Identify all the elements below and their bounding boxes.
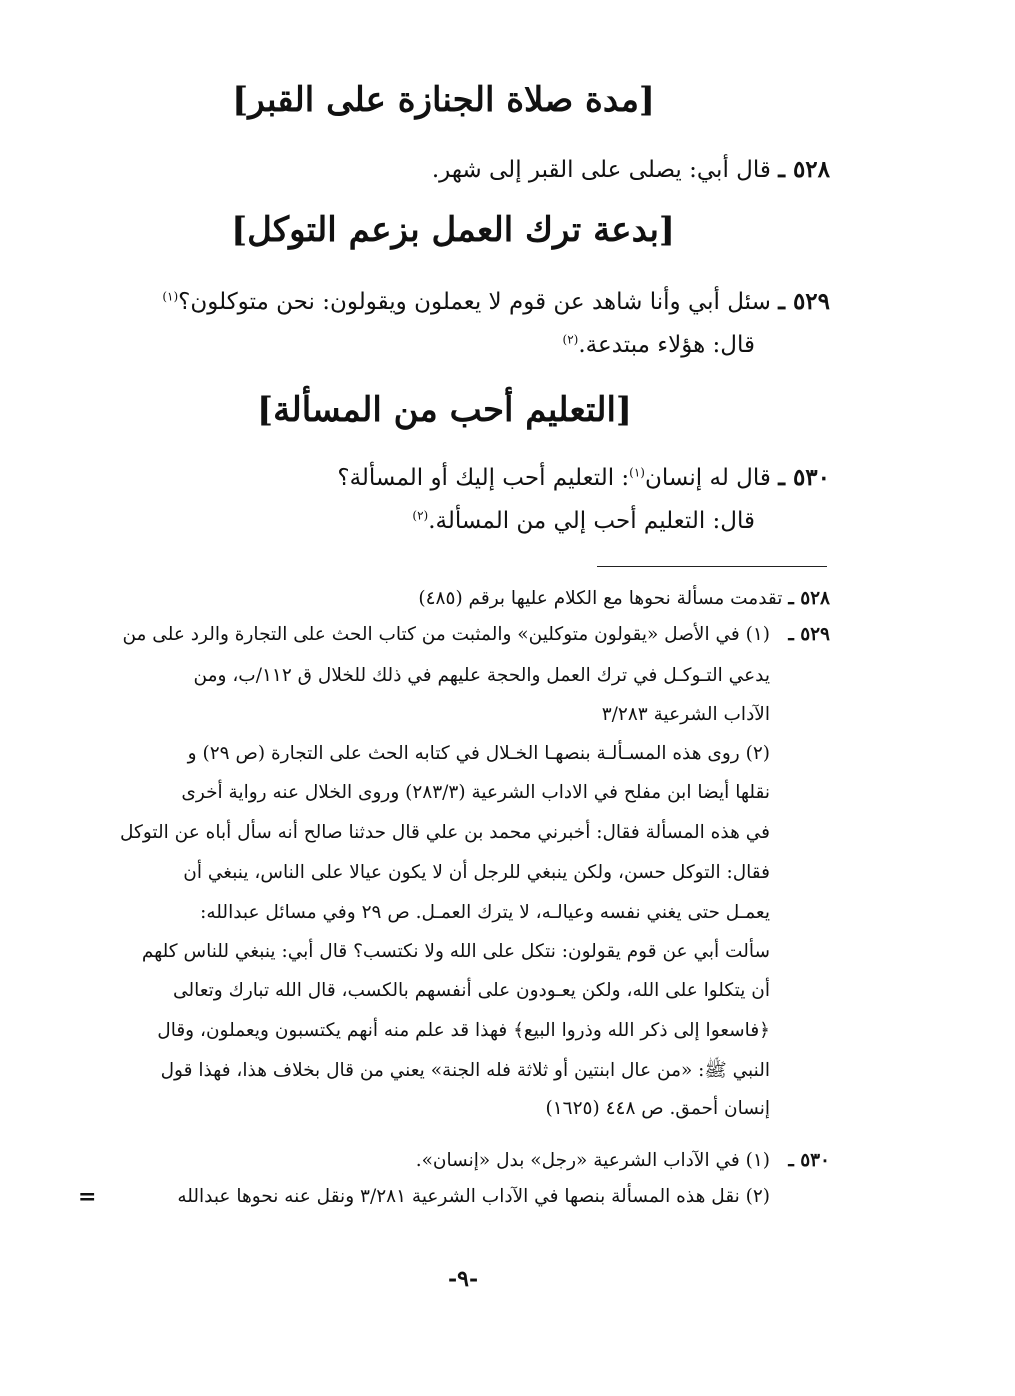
footnote-530-line: (١) في الآداب الشرعية «رجل» بدل «إنسان». [415,1150,770,1171]
footnote-529-line: يدعي التـوكـل في ترك العمل والحجة عليهم في ذلك للخلال ق ١١٢/ب، ومن [193,665,770,686]
entry-number: ٥٢٨ ـ [778,156,830,183]
section-heading-tawakkul-innovation: [بدعة ترك العمل بزعم التوكل] [231,210,675,250]
footnote-529-line: فقال: التوكل حسن، ولكن ينبغي للرجل أن لا يكون عيالا على الناس، ينبغي أن [183,862,770,883]
continuation-mark: = [78,1184,97,1210]
footnote-529-line: إنسان أحمق. ص ٤٤٨ (١٦٢٥) [545,1098,770,1119]
footnote-529-line: سألت أبي عن قوم يقولون: نتكل على الله ولا نكتسب؟ قال أبي: ينبغي للناس كلهم [141,941,770,962]
footnote-529-line: الآداب الشرعية ٣/٢٨٣ [601,704,770,725]
footnote-529-line: النبي ﷺ: «من عال ابنتين أو ثلاثة فله الجنة» يعني من قال بخلاف هذا، فهذا قول [160,1060,770,1081]
footnote-528: ٥٢٨ ـ تقدمت مسألة نحوها مع الكلام عليها برقم (٤٨٥) [418,588,830,609]
entry-text: سئل أبي وأنا شاهد عن قوم لا يعملون ويقولون: نحن متوكلون؟ [178,289,771,315]
entry-number: ٥٢٩ ـ [778,288,830,315]
footnote-ref: (٢) [562,332,579,347]
section-heading-teaching-preferred: [التعليم أحب من المسألة] [257,390,632,430]
footnote-529-line: أن يتكلوا على الله، ولكن يعـودون على أنفسهم بالكسب، قال الله تبارك وتعالى [173,980,770,1001]
footnote-530-line: (٢) نقل هذه المسألة بنصها في الآداب الشرعية ٣/٢٨١ ونقل عنه نحوها عبدالله [177,1186,770,1207]
footnote-ref: (١) [162,289,179,304]
footnote-529-line: ﴿فاسعوا إلى ذكر الله وذروا البيع﴾ فهذا قد علم منه أنهم يكتسبون ويعملون، وقال [157,1020,770,1041]
entry-text: قال أبي: يصلى على القبر إلى شهر. [431,157,771,183]
entry-530: ٥٣٠ ـ قال له إنسان$^{(١)}$: التعليم أحب إليك أو المسألة؟ قال: التعليم أحب إلي من المسألة.$^{(٢)}$ [337,464,830,534]
entry-text: قال له إنسان [644,465,771,491]
entry-answer: قال: هؤلاء مبتدعة.$^{(٢)}$ [562,332,755,358]
section-heading-grave-prayer: [مدة صلاة الجنازة على القبر] [232,80,655,120]
page-number: -٩- [448,1266,479,1292]
footnote-529-line: (١) في الأصل «يقولون متوكلين» والمثبت من كتاب الحث على التجارة والرد على من [122,624,770,645]
footnote-separator [597,566,827,567]
footnote-ref: (٢) [412,508,429,523]
entry-529 [162,288,830,358]
footnote-529-line: (٢) روى هذه المسـألـة بنصهـا الخـلال في كتابه الحث على التجارة (ص ٢٩) و [187,743,770,764]
footnote-530-number: ٥٣٠ ـ [788,1150,830,1171]
footnote-529-line: نقلها أيضا ابن مفلح في الاداب الشرعية (٢٨٣/٣) وروى الخلال عنه رواية أخرى [181,782,770,803]
footnote-529-line: في هذه المسألة فقال: أخبرني محمد بن علي قال حدثنا صالح أنه سأل أباه عن التوكل [120,822,770,843]
entry-528 [432,156,830,183]
entry-answer: قال: التعليم أحب إلي من المسألة.$^{(٢)}$ [412,508,755,534]
footnote-ref: (١) [629,465,645,480]
footnote-529-number: ٥٢٩ ـ [788,624,830,645]
footnote-529-line: يعمـل حتى يغني نفسه وعيالـه، لا يترك العمـل. ص ٢٩ وفي مسائل عبدالله: [200,902,770,923]
footnote-text: تقدمت مسألة نحوها مع الكلام عليها برقم (٤٨٥) [418,588,783,609]
entry-number: ٥٣٠ ـ [778,464,830,491]
